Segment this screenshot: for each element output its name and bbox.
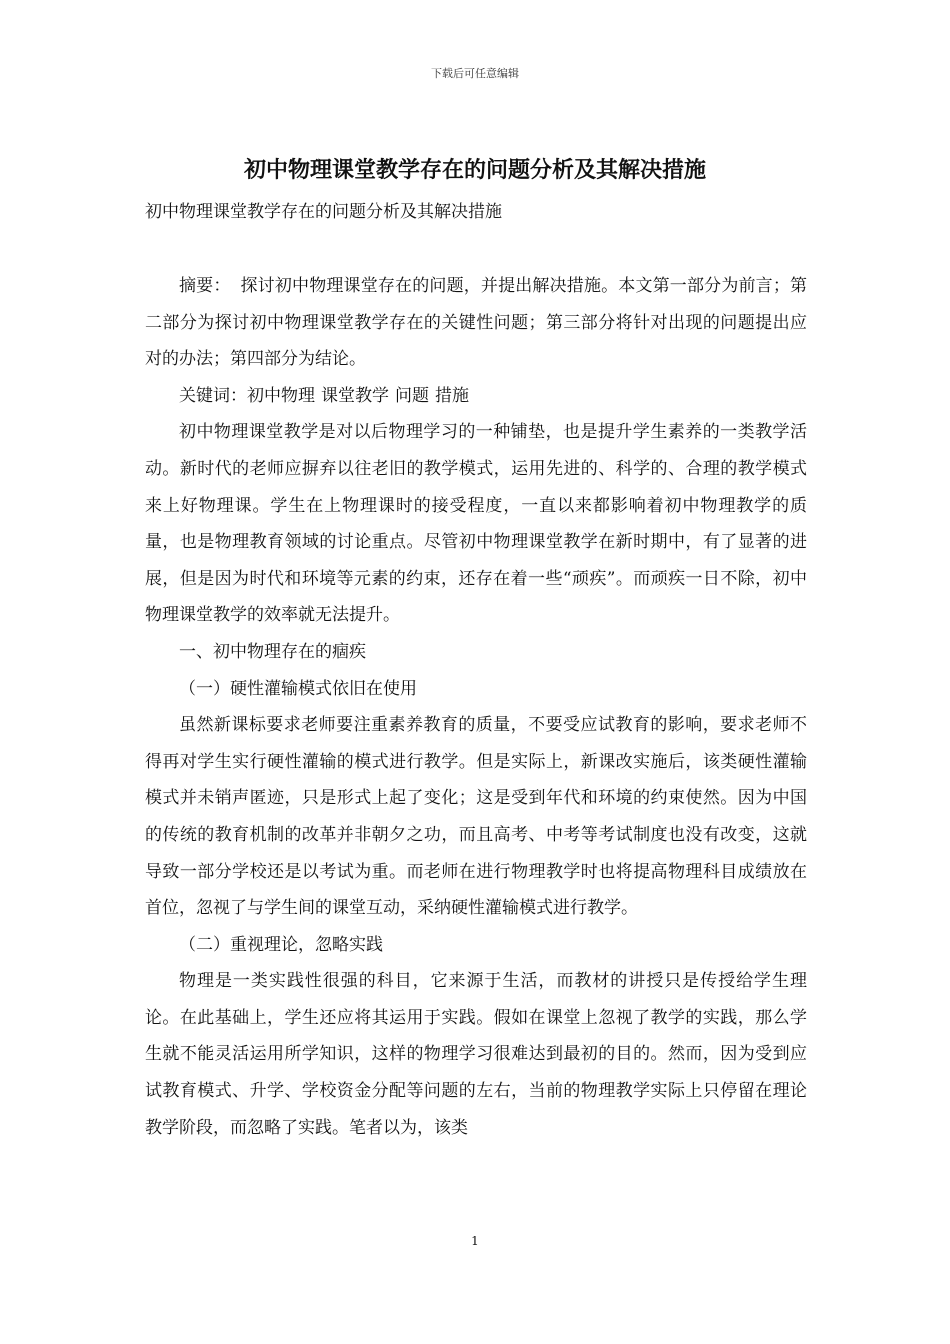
keyword-item: 课堂教学 [321, 385, 389, 406]
subsection-paragraph: 虽然新课标要求老师要注重素养教育的质量，不要受应试教育的影响，要求老师不得再对学生实行硬性灌输的模式进行教学。但是实际上，新课改实施后，该类硬性灌输模式并未销声匿迹，只是形式上起了变化；这是受到年代和环境的约束使然。因为中国的传统的教育机制的改革并非朝夕之功，而且高考、中考等考试制度也没有改变，这就导致一部分学校还是以考试为重。而老师在进行物理教学时也将提高物理科目成绩放在首位，忽视了与学生间的课堂互动，采纳硬性灌输模式进行教学。 [145, 715, 807, 919]
section-heading: 一、初中物理存在的痼疾 [179, 641, 366, 662]
abstract-text: 探讨初中物理课堂存在的问题，并提出解决措施。本文第一部分为前言；第二部分为探讨初中物理课堂教学存在的关键性问题；第三部分将针对出现的问题提出应对的办法；第四部分为结论。 [145, 276, 807, 370]
keyword-item: 初中物理 [247, 385, 315, 406]
document-title: 初中物理课堂教学存在的问题分析及其解决措施 [243, 157, 706, 183]
page-number: 1 [471, 1234, 479, 1248]
keywords-label: 关键词： [179, 385, 247, 406]
abstract-paragraph [145, 268, 807, 378]
intro-paragraph: 初中物理课堂教学是对以后物理学习的一种铺垫，也是提升学生素养的一类教学活动。新时代的老师应摒弃以往老旧的教学模式，运用先进的、科学的、合理的教学模式来上好物理课。学生在上物理课时的接受程度，一直以来都影响着初中物理教学的质量，也是物理教育领域的讨论重点。尽管初中物理课堂教学在新时期中，有了显著的进展，但是因为时代和环境等元素的约束，还存在着一些“顽疾”。而顽疾一日不除，初中物理课堂教学的效率就无法提升。 [145, 422, 807, 626]
document-subtitle: 初中物理课堂教学存在的问题分析及其解决措施 [145, 202, 502, 222]
subsection-heading: （二）重视理论，忽略实践 [179, 934, 383, 955]
subsection-heading: （一）硬性灌输模式依旧在使用 [179, 678, 417, 699]
abstract-label: 摘要： [179, 276, 231, 296]
page-header-note: 下载后可任意编辑 [431, 67, 519, 80]
document-body [145, 268, 807, 1146]
keyword-item: 措施 [435, 385, 469, 406]
subsection-paragraph: 物理是一类实践性很强的科目，它来源于生活，而教材的讲授只是传授给学生理论。在此基础上，学生还应将其运用于实践。假如在课堂上忽视了教学的实践，那么学生就不能灵活运用所学知识，这样的物理学习很难达到最初的目的。然而，因为受到应试教育模式、升学、学校资金分配等问题的左右，当前的物理教学实际上只停留在理论教学阶段，而忽略了实践。笔者以为，该类 [145, 971, 807, 1138]
keyword-item: 问题 [395, 385, 429, 406]
keywords-paragraph [145, 378, 807, 415]
